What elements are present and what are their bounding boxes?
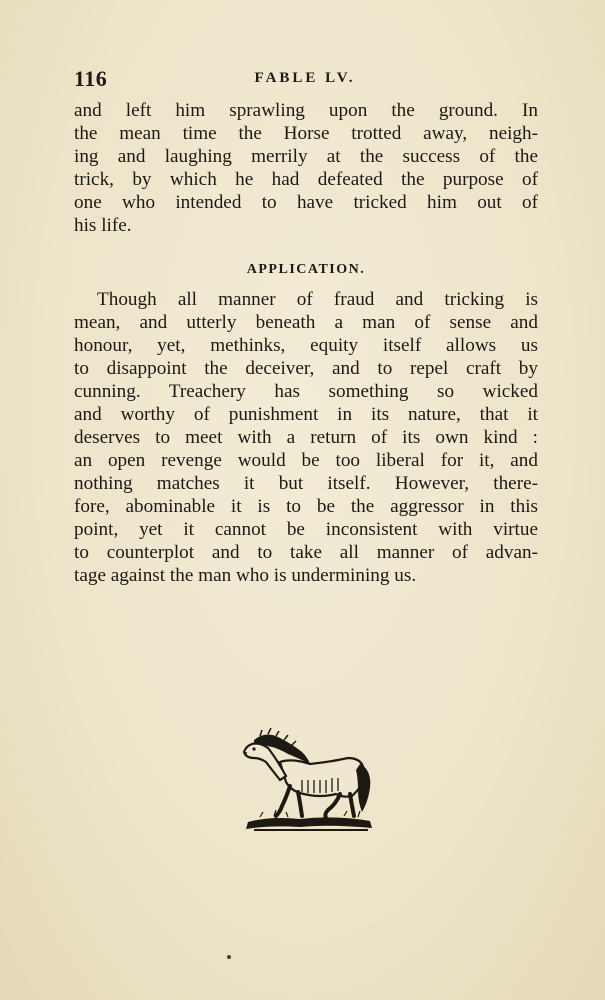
text-line: trick, by which he had defeated the purpose of: [74, 169, 538, 190]
application-paragraph: [74, 288, 538, 587]
text-line: tage against the man who is undermining us.: [74, 565, 417, 586]
text-line: an open revenge would be too liberal for it, and: [74, 450, 538, 471]
text-line: ing and laughing merrily at the success of the: [74, 146, 538, 167]
page-header: [74, 66, 536, 94]
ink-speck: [227, 955, 231, 959]
text-line: fore, abominable it is to be the aggressor in this: [74, 496, 538, 517]
text-line: one who intended to have tricked him out of: [74, 192, 538, 213]
text-line: and left him sprawling upon the ground. In: [74, 100, 538, 121]
text-line: his life.: [74, 215, 132, 236]
text-line: mean, and utterly beneath a man of sense and: [74, 312, 538, 333]
page-number: 116: [74, 66, 108, 91]
text-line: to counterplot and to take all manner of advan-: [74, 542, 538, 563]
text-line: deserves to meet with a return of its own kind :: [74, 427, 538, 448]
text-line: the mean time the Horse trotted away, neigh-: [74, 123, 538, 144]
text-line: and worthy of punishment in its nature, that it: [74, 404, 538, 425]
text-line: point, yet it cannot be inconsistent with virtue: [74, 519, 538, 540]
text-line: to disappoint the deceiver, and to repel craft by: [74, 358, 538, 379]
application-heading: APPLICATION.: [246, 262, 366, 277]
text-line: honour, yet, methinks, equity itself allows us: [74, 335, 538, 356]
text-line: cunning. Treachery has something so wicked: [74, 381, 538, 402]
text-line: nothing matches it but itself. However, there-: [74, 473, 538, 494]
horse-woodcut-icon: [240, 718, 376, 836]
running-head: FABLE LV.: [254, 70, 356, 86]
text-line: Though all manner of fraud and tricking is: [97, 289, 538, 310]
fable-ending-paragraph: [74, 99, 538, 237]
